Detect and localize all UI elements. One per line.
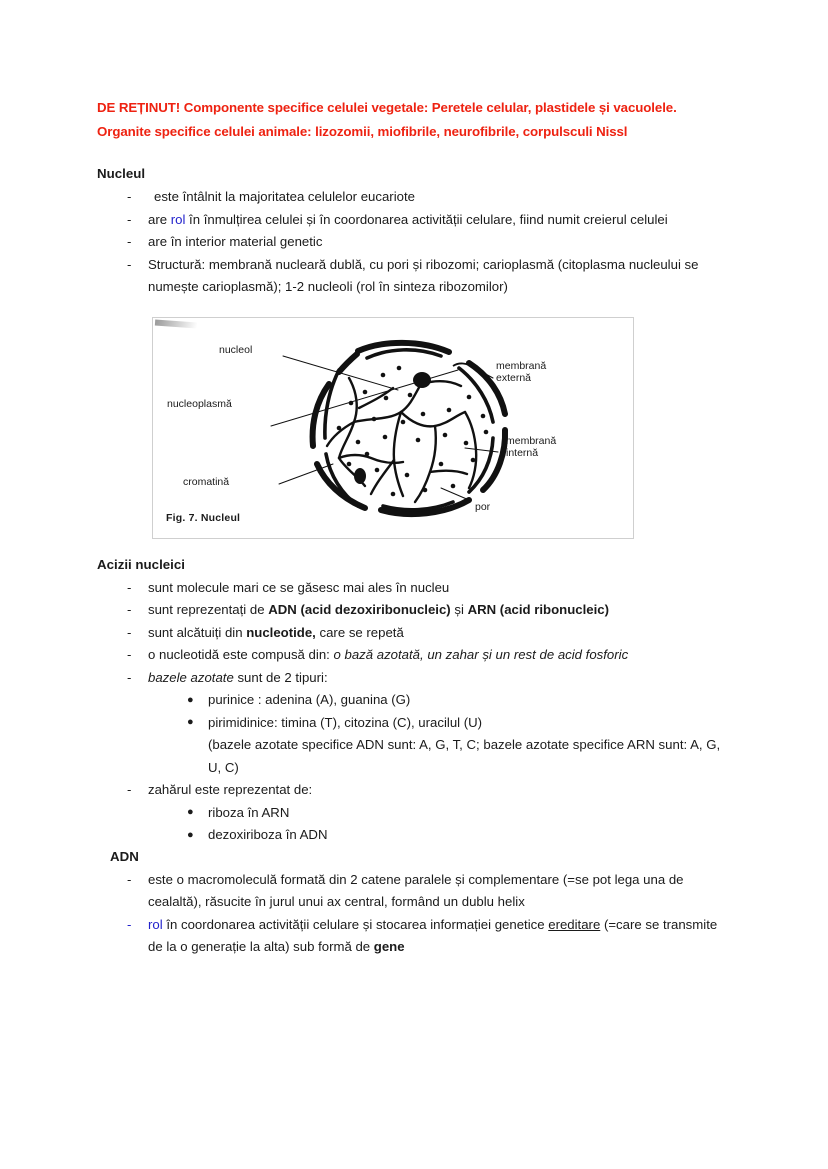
- list-item: [186, 689, 731, 712]
- baze-azotate-sublist: [148, 689, 731, 779]
- list-item-text: purinice : adenina (A), guanina (G): [208, 692, 411, 707]
- list-item-text: este întâlnit la majoritatea celulelor eucariote: [154, 189, 415, 204]
- text-part: o nucleotidă este compusă din:: [148, 647, 334, 662]
- list-item-text-pre: are: [148, 211, 171, 227]
- list-item-text: este o macromoleculă formată din 2 catene paralele și complementare (=se pot lega una de cealaltă), răsucite în jurul unui ax central, formând un dublu helix: [148, 871, 684, 909]
- figure-caption: Fig. 7. Nucleul: [166, 511, 241, 524]
- text-part: (=care se transmite de la o generație la alta) sub formă de: [148, 916, 718, 954]
- acizii-nucleici-list: [97, 577, 731, 847]
- section-heading-acizii-nucleici: Acizii nucleici: [97, 556, 185, 572]
- figure-label-nucleoplasma: nucleoplasmă: [167, 397, 232, 410]
- figure-label-por: por: [475, 500, 491, 513]
- list-item: [127, 186, 731, 209]
- note-heading: DE REȚINUT! Componente specifice celulei vegetale: Peretele celular, plastidele și vacuolele. Organite specifice celulei animale: lizozomii, miofibrile, neurofibrile, corpulsculi Nissl: [97, 100, 677, 139]
- term-adn: ADN (acid dezoxiribonucleic): [268, 602, 451, 617]
- list-item-text-post: în înmulțirea celulei și în coordonarea activității celulare, fiind numit creierul celulei: [185, 211, 668, 227]
- list-item: [127, 209, 731, 232]
- figure-label-membrana-externa-line2: externă: [496, 371, 532, 384]
- list-item: [127, 869, 731, 914]
- emphasis-nucleotide-parts: o bază azotată, un zahar și un rest de acid fosforic: [333, 647, 629, 662]
- text-part: în coordonarea activității celulare și stocarea informației genetice: [162, 916, 549, 932]
- dash-marker: -: [127, 602, 132, 617]
- list-item: [127, 644, 731, 667]
- list-item-text: Structură: membrană nucleară dublă, cu pori și ribozomi; carioplasmă (citoplasma nucleului se numește carioplasmă); 1-2 nucleoli (rol în sinteza ribozomilor): [148, 256, 699, 294]
- bullet-marker: ●: [187, 716, 194, 728]
- figure-label-membrana-interna-line1: membrană: [506, 434, 557, 447]
- dash-marker: -: [127, 647, 132, 662]
- term-arn: ARN (acid ribonucleic): [467, 602, 609, 617]
- figure-label-nucleol: nucleol: [219, 343, 253, 356]
- document-content: [97, 96, 731, 959]
- text-part: care se repetă: [315, 624, 404, 640]
- nucleul-list: [97, 186, 731, 299]
- emphasis-baze-azotate: bazele azotate: [148, 669, 234, 685]
- list-item: [127, 779, 731, 847]
- section-heading-nucleul: Nucleul: [97, 166, 146, 181]
- dash-marker: -: [127, 256, 132, 272]
- nucleolus-large: [413, 372, 431, 388]
- highlight-rol: rol: [148, 916, 163, 932]
- baze-azotate-note: (bazele azotate specifice ADN sunt: A, G, T, C; bazele azotate specifice ARN sunt: A, G, U, C): [208, 737, 721, 775]
- list-item: [127, 231, 731, 254]
- list-item: [127, 577, 731, 600]
- term-gene: gene: [373, 939, 405, 954]
- list-item-text: pirimidinice: timina (T), citozina (C), uracilul (U): [208, 714, 483, 730]
- bullet-marker: ●: [187, 828, 194, 841]
- figure-label-cromatina: cromatină: [183, 475, 230, 488]
- list-item: [127, 622, 731, 645]
- highlight-rol: rol: [170, 211, 186, 227]
- text-part: și: [450, 602, 468, 617]
- term-ereditare: ereditare: [548, 916, 601, 932]
- list-item: [127, 599, 731, 622]
- dash-marker: -: [127, 234, 132, 249]
- figure-label-membrana-externa-line1: membrană: [496, 359, 547, 372]
- term-nucleotide: nucleotide,: [246, 624, 316, 640]
- section-heading-adn: ADN: [110, 848, 139, 864]
- list-item: [127, 667, 731, 780]
- list-item: [127, 254, 731, 299]
- text-part: sunt de 2 tipuri:: [233, 669, 328, 685]
- dash-marker: -: [127, 579, 132, 595]
- figure-label-membrana-interna-line2: internă: [506, 446, 539, 459]
- chromatin-network: [327, 378, 476, 502]
- bullet-marker: ●: [187, 806, 194, 818]
- dash-marker: -: [127, 871, 132, 887]
- text-part: sunt alcătuiți din: [148, 624, 247, 640]
- list-item-text: riboza în ARN: [208, 804, 290, 820]
- text-part: sunt reprezentați de: [148, 602, 269, 617]
- list-item: [186, 824, 731, 847]
- list-item-text: zahărul este reprezentat de:: [148, 782, 313, 797]
- list-item-text: sunt molecule mari ce se găsesc mai ales în nucleu: [148, 579, 450, 595]
- bullet-marker: ●: [187, 693, 194, 706]
- dash-marker: -: [127, 624, 132, 640]
- list-item-text: are în interior material genetic: [148, 234, 323, 249]
- dash-marker: -: [127, 782, 132, 797]
- list-item-text: dezoxiriboza în ADN: [208, 827, 328, 842]
- list-item: [186, 802, 731, 825]
- dash-marker: -: [127, 669, 132, 685]
- zahar-sublist: [148, 802, 731, 847]
- figure-nucleus: [152, 317, 634, 539]
- dash-marker: -: [127, 189, 132, 204]
- leader-por: [441, 488, 469, 500]
- list-item: [127, 914, 731, 959]
- dash-marker: -: [127, 211, 132, 227]
- adn-list: [97, 869, 731, 959]
- nucleolus-small: [354, 468, 366, 484]
- list-item: [186, 712, 731, 780]
- dash-marker: -: [127, 916, 132, 932]
